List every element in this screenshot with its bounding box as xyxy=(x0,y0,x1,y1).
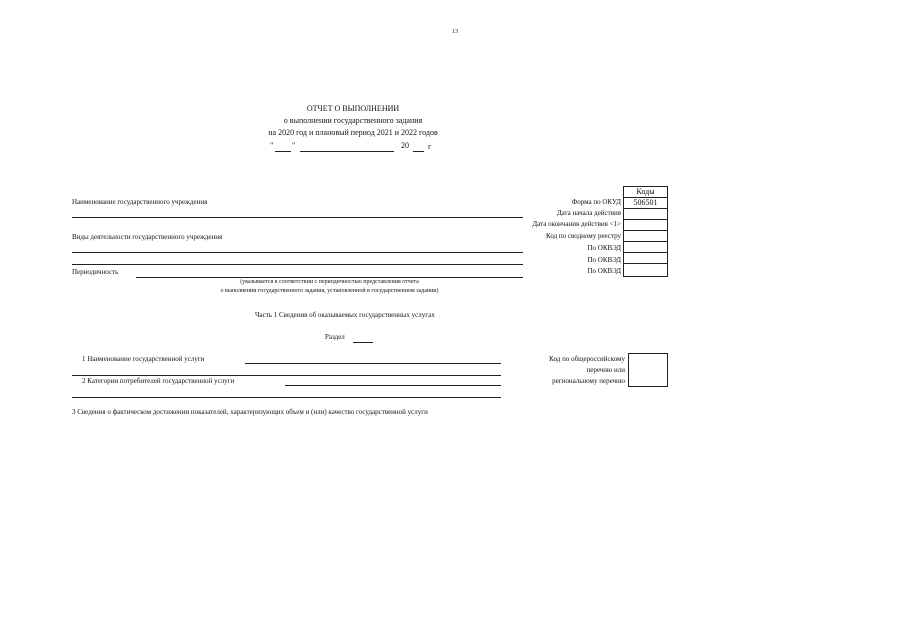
registry-label-1: Код по общероссийскому xyxy=(549,355,625,363)
item3-label: 3 Сведения о фактическом достижении показателей, характеризующих объем и (или) качество государственной услуги xyxy=(72,408,428,416)
service-name-line-2[interactable] xyxy=(72,375,501,376)
consumer-category-line[interactable] xyxy=(285,385,501,386)
date-close-quote: " xyxy=(292,141,296,150)
end-date-label: Дата окончания действия <1> xyxy=(532,220,621,228)
okved-label-1: По ОКВЭД xyxy=(587,244,621,252)
service-name-line[interactable] xyxy=(245,363,501,364)
okud-label: Форма по ОКУД xyxy=(571,198,621,206)
registry-code-label: Код по сводному реестру xyxy=(546,232,621,240)
registry-label-3: региональному перечню xyxy=(552,377,625,385)
periodicity-line[interactable] xyxy=(136,277,523,278)
consumer-category-label: 2 Категории потребителей государственной услуги xyxy=(82,377,235,385)
part1-title: Часть 1 Сведения об оказываемых государственных услугах xyxy=(255,311,435,319)
activities-line-2[interactable] xyxy=(72,264,523,265)
section-label: Раздел xyxy=(325,333,345,341)
codes-header: Коды xyxy=(623,186,668,197)
page-number: 13 xyxy=(452,29,458,35)
date-open-quote: " xyxy=(270,141,274,150)
activities-line-1[interactable] xyxy=(72,252,523,253)
periodicity-note-1: (указывается в соответствии с периодичностью представления отчета xyxy=(240,279,419,285)
institution-name-line[interactable] xyxy=(72,217,523,218)
okud-code-cell: 506501 xyxy=(623,197,668,209)
activities-label: Виды деятельности государственного учреждения xyxy=(72,233,223,241)
registry-label-2: перечню или xyxy=(586,366,625,374)
date-year-field[interactable] xyxy=(413,151,424,152)
registry-code-box[interactable] xyxy=(628,353,668,387)
periodicity-label: Периодичность xyxy=(72,268,119,276)
okved-cell-3[interactable] xyxy=(623,263,668,277)
periodicity-note-2: о выполнении государственного задания, установленной в государственном задании) xyxy=(220,288,439,294)
date-month-field[interactable] xyxy=(300,151,394,152)
institution-name-label: Наименование государственного учреждения xyxy=(72,198,208,206)
report-title: ОТЧЕТ О ВЫПОЛНЕНИИ xyxy=(306,104,400,113)
okved-label-3: По ОКВЭД xyxy=(587,267,621,275)
date-year-prefix: 20 xyxy=(401,141,409,150)
service-name-label: 1 Наименование государственной услуги xyxy=(82,355,205,363)
report-subtitle: о выполнении государственного задания xyxy=(283,116,423,125)
date-suffix: г xyxy=(428,142,432,151)
start-date-label: Дата начала действия xyxy=(556,209,621,217)
report-period: на 2020 год и плановый период 2021 и 2022 годов xyxy=(268,128,438,137)
section-number-field[interactable] xyxy=(353,342,373,343)
date-day-field[interactable] xyxy=(275,151,291,152)
consumer-category-line-2[interactable] xyxy=(72,397,501,398)
okved-label-2: По ОКВЭД xyxy=(587,256,621,264)
